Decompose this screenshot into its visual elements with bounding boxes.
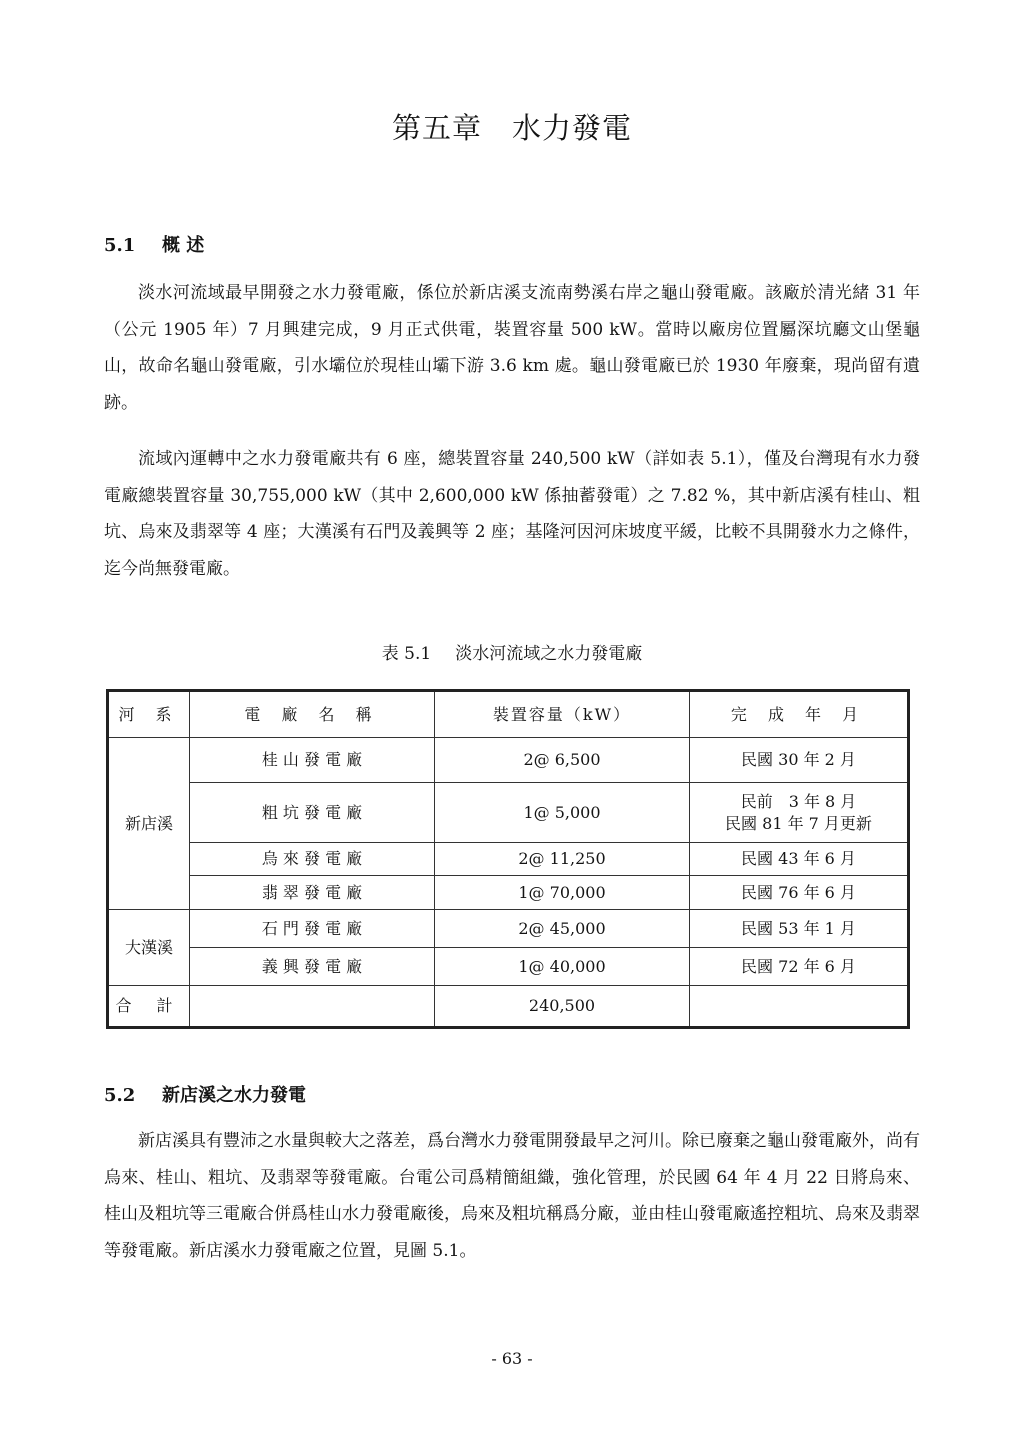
page-number: - 63 - (491, 1349, 533, 1368)
completed-line: 民前 3 年 8 月 (740, 791, 857, 811)
total-value: 240,500 (435, 986, 690, 1028)
column-header: 完 成 年 月 (690, 691, 909, 738)
completed-cell: 民國 30 年 2 月 (690, 738, 909, 783)
column-header: 裝置容量（kW） (435, 691, 690, 738)
column-header: 河 系 (108, 691, 190, 738)
completed-cell: 民國 43 年 6 月 (690, 843, 909, 876)
paragraph: 流域內運轉中之水力發電廠共有 6 座，總裝置容量 240,500 kW（詳如表 5.1），僅及台灣現有水力發電廠總裝置容量 30,755,000 kW（其中 2,600,000 kW 係抽蓄發電）之 7.82 %，其中新店溪有桂山、粗坑、烏來及翡翠等 4 座；大漢溪有石門及義興等 2 座；基隆河因河床坡度平緩，比較不具開發水力之條件，迄今尚無發電廠。 (104, 449, 920, 579)
column-header: 電 廠 名 稱 (190, 691, 435, 738)
capacity-cell: 1@ 5,000 (435, 783, 690, 843)
paragraph: 新店溪具有豐沛之水量與較大之落差，爲台灣水力發電開發最早之河川。除已廢棄之龜山發電廠外，尚有烏來、桂山、粗坑、及翡翠等發電廠。台電公司爲精簡組織，強化管理，於民國 64 年 4 月 22 日將烏來、桂山及粗坑等三電廠合併爲桂山水力發電廠後，烏來及粗坑稱爲分廠，並由桂山發電廠遙控粗坑、烏來及翡翠等發電廠。新店溪水力發電廠之位置，見圖 5.1。 (104, 1131, 920, 1261)
table-caption-title: 淡水河流域之水力發電廠 (455, 644, 643, 664)
table-row (108, 910, 909, 948)
paragraph: 淡水河流域最早開發之水力發電廠，係位於新店溪支流南勢溪右岸之龜山發電廠。該廠於清光緒 31 年（公元 1905 年）7 月興建完成，9 月正式供電，裝置容量 500 kW。當時以廠房位置屬深坑廳文山堡龜山，故命名龜山發電廠，引水壩位於現桂山壩下游 3.6 km 處。龜山發電廠已於 1930 年廢棄，現尚留有遺跡。 (104, 283, 920, 413)
section-title: 新店溪之水力發電 (162, 1085, 306, 1106)
capacity-cell: 1@ 40,000 (435, 948, 690, 986)
section-heading-5-1 (104, 232, 204, 260)
section-number: 5.2 (104, 1085, 136, 1106)
completed-cell: 民國 53 年 1 月 (690, 910, 909, 948)
table-total-row (108, 986, 909, 1028)
plant-cell: 桂 山 發 電 廠 (190, 738, 435, 783)
total-label: 合 計 (108, 986, 190, 1028)
plant-cell: 石 門 發 電 廠 (190, 910, 435, 948)
chapter-title: 第五章 水力發電 (391, 111, 632, 145)
section-title: 概 述 (162, 235, 205, 256)
empty-cell (690, 986, 909, 1028)
completed-line: 民國 81 年 7 月更新 (725, 813, 872, 833)
table-header-row (108, 691, 909, 738)
plant-cell: 粗 坑 發 電 廠 (190, 783, 435, 843)
completed-cell (690, 783, 909, 843)
completed-cell: 民國 76 年 6 月 (690, 876, 909, 910)
section-number: 5.1 (104, 235, 136, 256)
capacity-cell: 1@ 70,000 (435, 876, 690, 910)
table-row (108, 738, 909, 783)
table-row (108, 843, 909, 876)
plant-cell: 義 興 發 電 廠 (190, 948, 435, 986)
river-cell: 大漢溪 (108, 910, 190, 986)
completed-cell: 民國 72 年 6 月 (690, 948, 909, 986)
hydropower-table (106, 689, 910, 1029)
empty-cell (190, 986, 435, 1028)
table-row (108, 783, 909, 843)
section-heading-5-2 (104, 1082, 306, 1110)
river-cell: 新店溪 (108, 738, 190, 910)
table-caption (0, 639, 1024, 669)
table-row (108, 876, 909, 910)
plant-cell: 烏 來 發 電 廠 (190, 843, 435, 876)
plant-cell: 翡 翠 發 電 廠 (190, 876, 435, 910)
capacity-cell: 2@ 6,500 (435, 738, 690, 783)
capacity-cell: 2@ 11,250 (435, 843, 690, 876)
table-row (108, 948, 909, 986)
table-caption-number: 表 5.1 (381, 644, 432, 664)
capacity-cell: 2@ 45,000 (435, 910, 690, 948)
